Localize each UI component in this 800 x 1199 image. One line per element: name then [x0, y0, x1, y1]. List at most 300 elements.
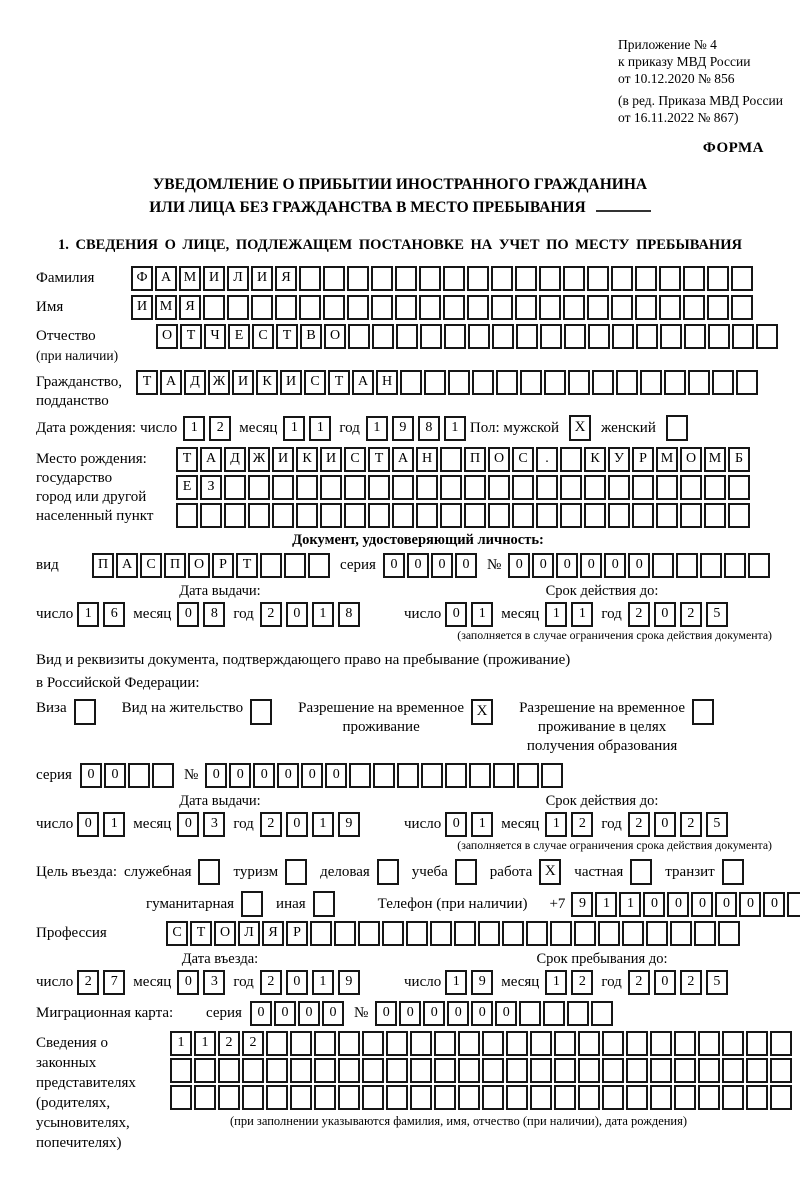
cell[interactable]	[467, 295, 489, 320]
cell[interactable]	[242, 1085, 264, 1110]
cell[interactable]	[676, 553, 698, 578]
cell[interactable]	[564, 324, 586, 349]
cell[interactable]	[635, 266, 657, 291]
cell[interactable]: 1	[445, 970, 467, 995]
cell[interactable]	[602, 1085, 624, 1110]
purpose-study-checkbox[interactable]	[455, 859, 477, 885]
cell[interactable]	[478, 921, 500, 946]
cell[interactable]: А	[155, 266, 177, 291]
cell[interactable]: 0	[423, 1001, 445, 1026]
cell[interactable]: 0	[445, 602, 467, 627]
cell[interactable]	[275, 295, 297, 320]
cell[interactable]	[748, 553, 770, 578]
cell[interactable]	[602, 1058, 624, 1083]
cell[interactable]: 0	[445, 812, 467, 837]
cell[interactable]	[266, 1085, 288, 1110]
cell[interactable]	[296, 475, 318, 500]
cell[interactable]	[664, 370, 686, 395]
cell[interactable]: 9	[392, 416, 414, 441]
cell[interactable]	[516, 324, 538, 349]
cell[interactable]: 0	[77, 812, 99, 837]
cell[interactable]	[323, 295, 345, 320]
cell[interactable]	[251, 295, 273, 320]
cell[interactable]: О	[156, 324, 178, 349]
cell[interactable]	[650, 1085, 672, 1110]
cell[interactable]	[421, 763, 443, 788]
purpose-other-checkbox[interactable]	[313, 891, 335, 917]
cell[interactable]: Т	[328, 370, 350, 395]
cell[interactable]: 0	[407, 553, 429, 578]
cell[interactable]: 0	[286, 602, 308, 627]
cell[interactable]: 2	[260, 970, 282, 995]
cell[interactable]	[684, 324, 706, 349]
cell[interactable]	[395, 266, 417, 291]
cell[interactable]: 0	[229, 763, 251, 788]
cell[interactable]: Р	[632, 447, 654, 472]
cell[interactable]: 0	[250, 1001, 272, 1026]
cell[interactable]: 1	[312, 602, 334, 627]
cell[interactable]	[482, 1085, 504, 1110]
cell[interactable]: Ж	[208, 370, 230, 395]
cell[interactable]	[660, 324, 682, 349]
cell[interactable]	[410, 1058, 432, 1083]
cell[interactable]: А	[352, 370, 374, 395]
cell[interactable]	[584, 503, 606, 528]
cell[interactable]	[260, 553, 282, 578]
cell[interactable]	[194, 1085, 216, 1110]
cell[interactable]	[218, 1058, 240, 1083]
cell[interactable]: 0	[375, 1001, 397, 1026]
education-residence-checkbox[interactable]	[692, 699, 714, 725]
cell[interactable]: 0	[286, 970, 308, 995]
cell[interactable]	[392, 503, 414, 528]
cell[interactable]	[540, 324, 562, 349]
cell[interactable]	[444, 324, 466, 349]
cell[interactable]: И	[232, 370, 254, 395]
cell[interactable]	[410, 1031, 432, 1056]
cell[interactable]	[512, 475, 534, 500]
cell[interactable]	[443, 295, 465, 320]
cell[interactable]	[299, 266, 321, 291]
cell[interactable]	[419, 295, 441, 320]
cell[interactable]: 6	[103, 602, 125, 627]
cell[interactable]: О	[488, 447, 510, 472]
cell[interactable]: 0	[286, 812, 308, 837]
cell[interactable]	[434, 1031, 456, 1056]
cell[interactable]	[536, 503, 558, 528]
cell[interactable]: 1	[170, 1031, 192, 1056]
cell[interactable]	[554, 1031, 576, 1056]
cell[interactable]: С	[512, 447, 534, 472]
cell[interactable]	[704, 475, 726, 500]
cell[interactable]	[454, 921, 476, 946]
cell[interactable]: 1	[77, 602, 99, 627]
cell[interactable]: 0	[177, 602, 199, 627]
cell[interactable]: А	[200, 447, 222, 472]
cell[interactable]	[347, 266, 369, 291]
cell[interactable]	[128, 763, 150, 788]
cell[interactable]	[314, 1058, 336, 1083]
cell[interactable]: 9	[338, 812, 360, 837]
cell[interactable]	[492, 324, 514, 349]
cell[interactable]	[584, 475, 606, 500]
cell[interactable]	[347, 295, 369, 320]
cell[interactable]: М	[704, 447, 726, 472]
cell[interactable]	[616, 370, 638, 395]
cell[interactable]	[746, 1031, 768, 1056]
cell[interactable]	[674, 1085, 696, 1110]
cell[interactable]: 1	[194, 1031, 216, 1056]
cell[interactable]: 2	[628, 970, 650, 995]
cell[interactable]	[176, 503, 198, 528]
cell[interactable]	[440, 503, 462, 528]
cell[interactable]	[515, 295, 537, 320]
cell[interactable]	[338, 1031, 360, 1056]
cell[interactable]: С	[166, 921, 188, 946]
cell[interactable]: 0	[322, 1001, 344, 1026]
cell[interactable]	[512, 503, 534, 528]
cell[interactable]	[448, 370, 470, 395]
cell[interactable]: 0	[431, 553, 453, 578]
cell[interactable]	[218, 1085, 240, 1110]
cell[interactable]: О	[188, 553, 210, 578]
cell[interactable]: Б	[728, 447, 750, 472]
cell[interactable]: Я	[262, 921, 284, 946]
cell[interactable]	[550, 921, 572, 946]
cell[interactable]	[464, 503, 486, 528]
cell[interactable]: К	[296, 447, 318, 472]
cell[interactable]	[284, 553, 306, 578]
cell[interactable]	[659, 266, 681, 291]
cell[interactable]: .	[536, 447, 558, 472]
cell[interactable]: 0	[495, 1001, 517, 1026]
cell[interactable]: Д	[184, 370, 206, 395]
cell[interactable]: С	[344, 447, 366, 472]
cell[interactable]	[314, 1085, 336, 1110]
cell[interactable]: 2	[571, 970, 593, 995]
cell[interactable]: 0	[628, 553, 650, 578]
cell[interactable]	[683, 295, 705, 320]
cell[interactable]	[588, 324, 610, 349]
cell[interactable]	[266, 1031, 288, 1056]
cell[interactable]	[464, 475, 486, 500]
cell[interactable]	[371, 266, 393, 291]
cell[interactable]	[469, 763, 491, 788]
cell[interactable]	[574, 921, 596, 946]
cell[interactable]	[650, 1058, 672, 1083]
cell[interactable]	[674, 1058, 696, 1083]
cell[interactable]	[400, 370, 422, 395]
cell[interactable]: Т	[276, 324, 298, 349]
cell[interactable]: С	[304, 370, 326, 395]
purpose-transit-checkbox[interactable]	[722, 859, 744, 885]
cell[interactable]	[674, 1031, 696, 1056]
cell[interactable]	[650, 1031, 672, 1056]
cell[interactable]	[272, 475, 294, 500]
cell[interactable]: 9	[471, 970, 493, 995]
cell[interactable]	[746, 1085, 768, 1110]
cell[interactable]	[420, 324, 442, 349]
cell[interactable]	[392, 475, 414, 500]
cell[interactable]	[482, 1058, 504, 1083]
cell[interactable]	[683, 266, 705, 291]
visa-checkbox[interactable]	[74, 699, 96, 725]
cell[interactable]	[506, 1031, 528, 1056]
cell[interactable]	[496, 370, 518, 395]
cell[interactable]	[416, 503, 438, 528]
cell[interactable]	[587, 295, 609, 320]
cell[interactable]	[266, 1058, 288, 1083]
cell[interactable]	[416, 475, 438, 500]
cell[interactable]	[530, 1031, 552, 1056]
cell[interactable]	[290, 1031, 312, 1056]
cell[interactable]	[344, 475, 366, 500]
cell[interactable]	[554, 1085, 576, 1110]
cell[interactable]	[506, 1058, 528, 1083]
cell[interactable]	[626, 1058, 648, 1083]
cell[interactable]	[698, 1058, 720, 1083]
cell[interactable]: О	[324, 324, 346, 349]
cell[interactable]	[587, 266, 609, 291]
cell[interactable]	[248, 475, 270, 500]
cell[interactable]: 0	[383, 553, 405, 578]
cell[interactable]: Е	[176, 475, 198, 500]
cell[interactable]	[652, 553, 674, 578]
cell[interactable]: 1	[545, 812, 567, 837]
cell[interactable]: 2	[680, 970, 702, 995]
cell[interactable]: 1	[571, 602, 593, 627]
cell[interactable]: 1	[366, 416, 388, 441]
cell[interactable]	[368, 503, 390, 528]
cell[interactable]: 0	[455, 553, 477, 578]
cell[interactable]: 0	[715, 892, 737, 917]
cell[interactable]	[170, 1058, 192, 1083]
cell[interactable]: М	[656, 447, 678, 472]
cell[interactable]: Р	[212, 553, 234, 578]
cell[interactable]: 0	[508, 553, 530, 578]
cell[interactable]: 1	[595, 892, 617, 917]
cell[interactable]	[659, 295, 681, 320]
cell[interactable]	[626, 1031, 648, 1056]
cell[interactable]: 2	[218, 1031, 240, 1056]
cell[interactable]	[458, 1031, 480, 1056]
cell[interactable]	[722, 1085, 744, 1110]
cell[interactable]	[482, 1031, 504, 1056]
cell[interactable]	[568, 370, 590, 395]
cell[interactable]	[152, 763, 174, 788]
cell[interactable]	[539, 266, 561, 291]
cell[interactable]: 1	[283, 416, 305, 441]
cell[interactable]: О	[680, 447, 702, 472]
cell[interactable]: 1	[309, 416, 331, 441]
cell[interactable]	[704, 503, 726, 528]
cell[interactable]: А	[392, 447, 414, 472]
cell[interactable]: 1	[312, 812, 334, 837]
cell[interactable]: 0	[532, 553, 554, 578]
cell[interactable]: 0	[643, 892, 665, 917]
cell[interactable]: 2	[77, 970, 99, 995]
cell[interactable]	[368, 475, 390, 500]
cell[interactable]	[708, 324, 730, 349]
cell[interactable]: 0	[399, 1001, 421, 1026]
cell[interactable]: 0	[654, 970, 676, 995]
purpose-work-checkbox[interactable]: X	[539, 859, 561, 885]
cell[interactable]	[578, 1031, 600, 1056]
cell[interactable]	[386, 1031, 408, 1056]
cell[interactable]: К	[584, 447, 606, 472]
cell[interactable]	[602, 1031, 624, 1056]
cell[interactable]: А	[160, 370, 182, 395]
cell[interactable]	[386, 1085, 408, 1110]
cell[interactable]	[338, 1085, 360, 1110]
purpose-humanitarian-checkbox[interactable]	[241, 891, 263, 917]
cell[interactable]	[310, 921, 332, 946]
cell[interactable]	[290, 1058, 312, 1083]
cell[interactable]	[563, 295, 585, 320]
cell[interactable]	[506, 1085, 528, 1110]
cell[interactable]	[468, 324, 490, 349]
cell[interactable]	[541, 763, 563, 788]
cell[interactable]	[445, 763, 467, 788]
cell[interactable]	[526, 921, 548, 946]
cell[interactable]	[530, 1058, 552, 1083]
cell[interactable]: 0	[739, 892, 761, 917]
cell[interactable]: 1	[183, 416, 205, 441]
cell[interactable]	[396, 324, 418, 349]
cell[interactable]: 1	[312, 970, 334, 995]
cell[interactable]	[224, 475, 246, 500]
cell[interactable]	[530, 1085, 552, 1110]
cell[interactable]	[622, 921, 644, 946]
cell[interactable]: 0	[654, 602, 676, 627]
cell[interactable]	[386, 1058, 408, 1083]
cell[interactable]: 0	[654, 812, 676, 837]
cell[interactable]: 5	[706, 812, 728, 837]
cell[interactable]	[539, 295, 561, 320]
cell[interactable]: В	[300, 324, 322, 349]
cell[interactable]: 5	[706, 602, 728, 627]
cell[interactable]	[320, 503, 342, 528]
male-checkbox[interactable]: X	[569, 415, 591, 441]
cell[interactable]	[410, 1085, 432, 1110]
cell[interactable]	[308, 553, 330, 578]
cell[interactable]: 1	[471, 602, 493, 627]
cell[interactable]: 0	[277, 763, 299, 788]
cell[interactable]	[290, 1085, 312, 1110]
cell[interactable]: 8	[203, 602, 225, 627]
cell[interactable]: 1	[471, 812, 493, 837]
cell[interactable]	[578, 1058, 600, 1083]
cell[interactable]	[608, 503, 630, 528]
cell[interactable]: 0	[104, 763, 126, 788]
cell[interactable]: 3	[203, 812, 225, 837]
cell[interactable]	[299, 295, 321, 320]
cell[interactable]	[698, 1085, 720, 1110]
cell[interactable]: Т	[236, 553, 258, 578]
cell[interactable]: Н	[416, 447, 438, 472]
cell[interactable]: П	[464, 447, 486, 472]
cell[interactable]	[646, 921, 668, 946]
cell[interactable]	[440, 447, 462, 472]
cell[interactable]: 1	[103, 812, 125, 837]
cell[interactable]: 1	[444, 416, 466, 441]
cell[interactable]	[560, 447, 582, 472]
cell[interactable]	[731, 266, 753, 291]
cell[interactable]: 0	[177, 812, 199, 837]
cell[interactable]: 2	[571, 812, 593, 837]
cell[interactable]	[591, 1001, 613, 1026]
cell[interactable]	[608, 475, 630, 500]
cell[interactable]: 2	[242, 1031, 264, 1056]
cell[interactable]	[688, 370, 710, 395]
cell[interactable]	[517, 763, 539, 788]
cell[interactable]	[707, 266, 729, 291]
purpose-tourism-checkbox[interactable]	[285, 859, 307, 885]
cell[interactable]: У	[608, 447, 630, 472]
cell[interactable]	[373, 763, 395, 788]
cell[interactable]: Л	[227, 266, 249, 291]
cell[interactable]	[520, 370, 542, 395]
cell[interactable]: И	[251, 266, 273, 291]
cell[interactable]: С	[252, 324, 274, 349]
cell[interactable]	[567, 1001, 589, 1026]
cell[interactable]	[320, 475, 342, 500]
cell[interactable]	[467, 266, 489, 291]
cell[interactable]	[349, 763, 371, 788]
cell[interactable]: И	[320, 447, 342, 472]
cell[interactable]	[728, 503, 750, 528]
cell[interactable]	[344, 503, 366, 528]
cell[interactable]	[443, 266, 465, 291]
cell[interactable]: Н	[376, 370, 398, 395]
cell[interactable]: 0	[177, 970, 199, 995]
cell[interactable]	[358, 921, 380, 946]
cell[interactable]	[419, 266, 441, 291]
cell[interactable]	[694, 921, 716, 946]
cell[interactable]	[612, 324, 634, 349]
cell[interactable]	[656, 503, 678, 528]
cell[interactable]: А	[116, 553, 138, 578]
cell[interactable]	[712, 370, 734, 395]
female-checkbox[interactable]	[666, 415, 688, 441]
cell[interactable]	[491, 266, 513, 291]
cell[interactable]: 0	[325, 763, 347, 788]
cell[interactable]: Я	[179, 295, 201, 320]
cell[interactable]: 0	[471, 1001, 493, 1026]
cell[interactable]: 0	[80, 763, 102, 788]
cell[interactable]: Т	[176, 447, 198, 472]
cell[interactable]: К	[256, 370, 278, 395]
cell[interactable]: Т	[136, 370, 158, 395]
cell[interactable]: М	[179, 266, 201, 291]
cell[interactable]: 2	[680, 602, 702, 627]
cell[interactable]	[519, 1001, 541, 1026]
cell[interactable]	[698, 1031, 720, 1056]
cell[interactable]: 1	[619, 892, 641, 917]
cell[interactable]: Р	[286, 921, 308, 946]
cell[interactable]	[434, 1058, 456, 1083]
cell[interactable]	[722, 1031, 744, 1056]
cell[interactable]	[338, 1058, 360, 1083]
cell[interactable]: 2	[628, 812, 650, 837]
cell[interactable]: И	[131, 295, 153, 320]
cell[interactable]: С	[140, 553, 162, 578]
cell[interactable]	[334, 921, 356, 946]
cell[interactable]	[397, 763, 419, 788]
cell[interactable]	[736, 370, 758, 395]
cell[interactable]	[656, 475, 678, 500]
cell[interactable]: 7	[103, 970, 125, 995]
